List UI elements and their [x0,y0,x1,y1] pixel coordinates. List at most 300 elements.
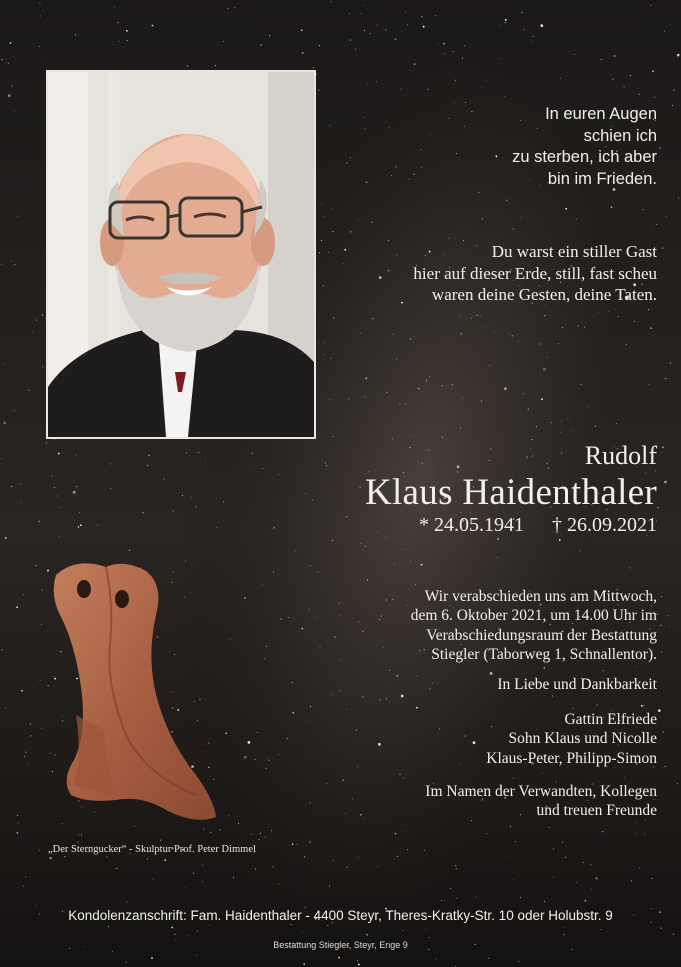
star [357,766,358,767]
star [641,705,643,707]
star [309,841,311,843]
star [266,768,267,769]
star [388,240,389,241]
ceremony-line: Verabschiedungsraum der Bestattung [426,626,657,644]
star [452,384,453,385]
star [343,263,344,264]
star [5,707,6,708]
star [350,40,351,41]
star [490,365,491,366]
star [43,10,44,11]
star [677,54,680,57]
star [320,647,321,648]
star [576,219,577,220]
star [209,925,210,926]
deceased-full-name: Klaus Haidenthaler [364,472,657,513]
star [313,67,314,68]
star [365,377,367,379]
poem-line: waren deine Gesten, deine Taten. [431,285,657,304]
star [596,705,597,706]
star [81,834,82,835]
star [564,934,565,935]
star [453,51,454,52]
star [631,880,632,881]
star [407,605,408,606]
star [129,550,130,551]
star [310,706,311,707]
star [551,422,552,423]
star [402,930,403,931]
star [473,741,476,744]
star [540,344,541,345]
star [485,327,486,328]
poem-line: hier auf dieser Erde, still, fast scheu [413,263,657,283]
star [380,699,381,700]
star [497,538,499,540]
deceased-first-name: Rudolf [584,441,657,470]
star [504,96,505,97]
star [327,925,328,926]
star [481,401,482,402]
star [329,885,330,886]
star [16,606,18,608]
star [185,887,186,888]
star [652,70,654,72]
star [151,957,153,959]
star [367,579,368,580]
star [110,463,111,464]
star [533,36,534,37]
star [321,240,322,241]
star [75,34,76,35]
star [405,403,406,404]
star [358,621,359,622]
star [171,927,173,929]
star [658,507,659,508]
star [260,44,262,46]
star [601,59,602,60]
star [364,30,365,31]
star [357,857,358,858]
star [410,436,411,437]
star [450,888,451,889]
star [97,525,98,526]
star [30,723,32,725]
star [279,754,280,755]
star [479,192,480,193]
star [510,826,511,827]
star [376,81,377,82]
star [626,344,627,345]
star [560,78,561,79]
star [330,1,331,2]
star [546,357,547,358]
star [12,85,13,86]
star [21,690,23,692]
star [387,392,388,393]
star [372,318,373,319]
star [494,332,495,333]
star [330,399,331,400]
star [14,264,15,265]
star [378,743,381,746]
star [112,951,113,952]
star [409,179,410,180]
star [392,599,393,600]
star [262,584,263,585]
star [410,339,411,340]
star [301,29,303,31]
star [475,897,476,898]
star [197,931,198,932]
star [118,22,119,23]
star [39,850,40,851]
star [401,695,404,698]
ceremony-line: dem 6. Oktober 2021, um 14.00 Uhr im [410,607,657,625]
star [350,157,351,158]
star [548,827,549,828]
family-member: Gattin Elfriede [564,711,657,728]
star [327,783,328,784]
star [662,248,663,249]
star [544,901,545,902]
star [508,334,509,335]
star [435,958,436,959]
star [187,65,188,66]
star [265,837,266,838]
star [489,460,490,461]
star [360,487,361,488]
star [462,397,463,398]
star [388,270,390,272]
star [342,779,344,781]
star [318,572,319,573]
star [306,721,307,722]
star [520,897,521,898]
star [107,856,108,857]
star [42,590,43,591]
ceremony-line: Wir verabschieden uns am Mittwoch, [424,588,657,605]
star [76,486,77,487]
star [544,315,545,316]
family-member: Klaus-Peter, Philipp-Simon [486,749,657,767]
star [383,647,384,648]
star [302,52,304,54]
star [421,149,422,150]
star [17,216,18,217]
star [460,333,462,335]
star [402,831,403,832]
family-member: Sohn Klaus und Nicolle [508,730,657,748]
star [548,468,549,469]
star [339,615,340,616]
star [611,206,613,208]
star [414,63,416,65]
star [38,521,40,523]
star [319,252,320,253]
star [268,758,269,759]
star [505,22,506,23]
star [635,822,636,823]
star [454,102,455,103]
star [666,378,667,379]
star [460,763,461,764]
star [173,511,174,512]
star [392,334,393,335]
relatives-line: Im Namen der Verwandten, Kollegen [425,783,657,800]
star [45,56,46,57]
star [415,584,416,585]
star [244,756,247,759]
star [651,228,652,229]
star [417,676,418,677]
star [444,900,445,901]
star [216,527,217,528]
star [663,731,664,732]
star [513,778,514,779]
star [25,752,26,753]
star [271,830,272,831]
star [328,252,329,253]
star [426,929,427,930]
star [499,58,500,59]
star [379,276,382,279]
star [58,453,60,455]
star [656,224,657,225]
poem-line: In euren Augen [545,105,657,123]
star [365,128,366,129]
star [465,102,466,103]
star [396,675,398,677]
star [252,453,253,454]
star [272,866,273,867]
star [669,626,670,627]
star [2,649,3,650]
star [363,631,364,632]
star [318,342,319,343]
star [1,264,2,265]
star [24,756,25,757]
star [522,12,523,13]
condolence-address: Kondolenzanschrift: Fam. Haidenthaler - 4400 Steyr, Theres-Kratky-Str. 10 oder Holubstr. 9 [68,908,613,923]
star [376,25,377,26]
star [407,24,408,25]
star [573,708,574,709]
star [513,879,514,880]
star [614,55,616,57]
star [295,551,296,552]
star [40,680,41,681]
star [643,209,644,210]
star [624,778,625,779]
star [402,549,403,550]
star [268,760,269,761]
star [345,813,346,814]
star [601,929,602,930]
star [323,216,324,217]
star [358,219,359,220]
star [524,29,525,30]
star [639,867,640,868]
star [365,546,366,547]
star [356,730,357,731]
star [361,543,362,544]
star [14,110,15,111]
star [23,886,24,887]
star [148,455,150,457]
star [490,449,491,450]
star [624,86,625,87]
star [304,856,305,857]
star [41,624,42,625]
star [664,481,667,484]
star [273,572,274,573]
star [126,30,128,32]
star [506,200,507,201]
star [565,857,566,858]
star [291,924,292,925]
star [1,458,2,459]
star [668,615,669,616]
star [395,38,397,40]
star [364,117,365,118]
star [339,603,340,604]
star [333,436,334,437]
star [543,667,545,669]
star [312,499,313,500]
star [456,898,457,899]
star [14,410,15,411]
star [127,40,128,41]
star [598,312,599,313]
star [639,94,640,95]
star [16,832,18,834]
star [439,728,440,729]
star [407,849,408,850]
star [350,231,352,233]
star [332,208,333,209]
star [195,507,196,508]
star [51,475,52,476]
star [127,901,128,902]
star [193,873,194,874]
star [303,963,305,965]
star [423,26,425,28]
star [443,43,445,45]
star [198,452,199,453]
star [558,343,559,344]
star [673,90,674,91]
star [429,134,430,135]
star [449,118,450,119]
star [576,882,577,883]
star [118,41,119,42]
star [658,709,661,712]
star [591,889,592,890]
star [5,537,7,539]
star [662,452,663,453]
star [355,49,356,50]
star [75,454,76,455]
star [416,707,418,709]
star [2,59,3,60]
relatives-line: und treuen Freunde [536,802,657,820]
star [234,7,235,8]
star [462,58,463,59]
star [429,937,430,938]
star [81,525,82,526]
star [332,231,333,232]
star [344,249,346,251]
star [319,45,320,46]
star [25,876,26,877]
star [253,468,254,469]
star [471,111,472,112]
star [223,501,224,502]
star [362,697,363,698]
star [238,823,239,824]
star [438,44,439,45]
star [164,859,166,861]
star [333,317,334,318]
star [278,884,279,885]
star [42,315,43,316]
star [39,3,40,4]
ceremony-line: Stiegler (Taborweg 1, Schnallentor). [431,646,657,664]
star [561,421,562,422]
star [310,565,311,566]
star [323,285,324,286]
star [11,260,12,261]
star [377,531,378,532]
star [523,393,524,394]
star [333,860,334,861]
star [370,33,371,34]
star [421,564,423,566]
star [3,422,6,425]
star [664,378,665,379]
star [202,865,203,866]
star [223,41,224,42]
star [464,735,466,737]
star [432,683,433,684]
star [460,316,461,317]
star [29,390,30,391]
star [399,403,400,404]
star [456,153,457,154]
star [583,862,584,863]
star [233,877,234,878]
star [665,766,666,767]
star [568,418,569,419]
star [543,368,546,371]
star [401,89,402,90]
star [562,842,563,843]
star [570,430,571,431]
star [262,468,263,469]
star [630,567,631,568]
star [174,934,175,935]
star [142,512,144,514]
star [561,452,562,453]
star [444,54,445,55]
birth-date: * 24.05.1941 [419,514,524,536]
star [78,834,79,835]
star [182,495,183,496]
star [152,878,153,879]
star [385,30,386,31]
star [79,512,80,513]
